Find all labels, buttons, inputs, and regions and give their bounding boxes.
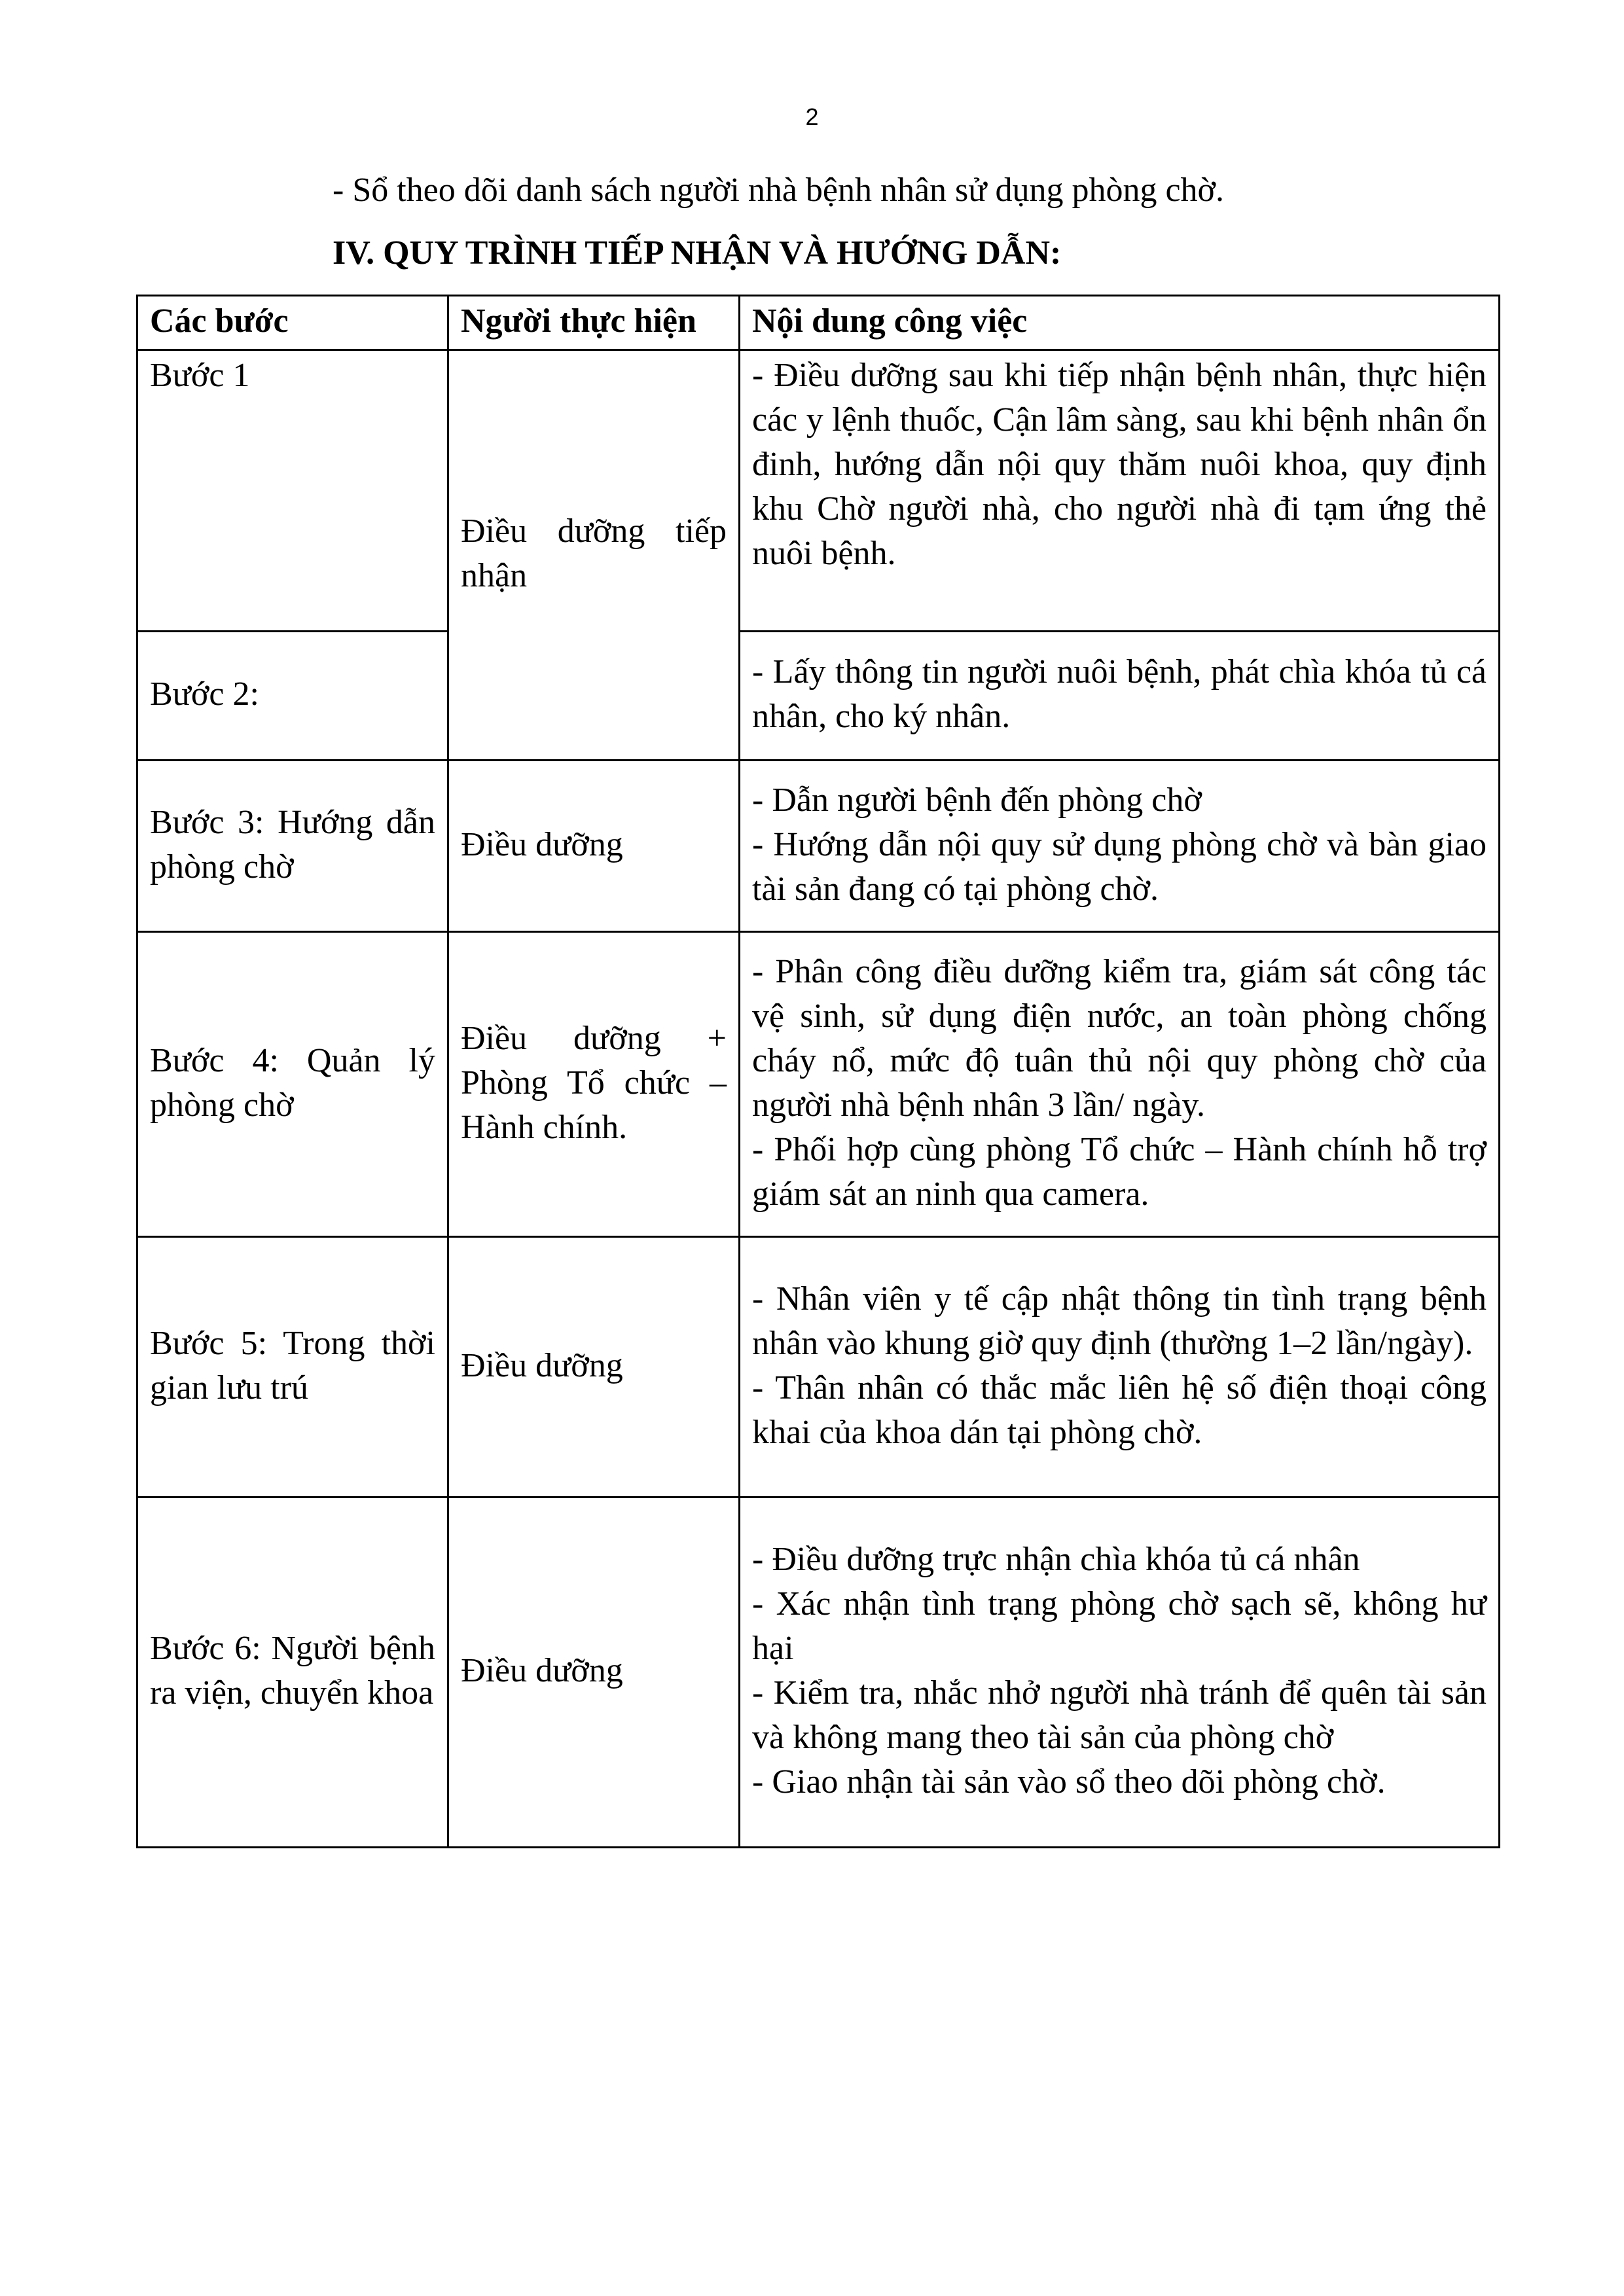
content-line: - Điều dưỡng sau khi tiếp nhận bệnh nhân, thực hiện các y lệnh thuốc, Cận lâm sàng, sau khi bệnh nhân ổn đinh, hướng dẫn nội quy thăm nuôi khoa, quy định khu Chờ người nhà, cho người nhà đi tạm ứng thẻ nuôi bệnh. [752,357,1487,572]
table-row [137,1237,1500,1498]
step-cell: Bước 3: Hướng dẫn phòng chờ [137,761,448,932]
header-steps: Các bước [137,296,448,350]
page-number: 2 [805,103,819,130]
procedure-table [136,295,1500,1848]
performer-cell: Điều dưỡng [448,761,740,932]
header-performer: Người thực hiện [448,296,740,350]
content-line: - Điều dưỡng trực nhận chìa khóa tủ cá nhân [752,1541,1360,1578]
table-row [137,932,1500,1237]
content-line: - Kiểm tra, nhắc nhở người nhà tránh để quên tài sản và không mang theo tài sản của phòng chờ [752,1674,1487,1756]
content-line: - Dẫn người bệnh đến phòng chờ [752,781,1202,819]
performer-cell: Điều dưỡng [448,1237,740,1498]
table-row [137,1498,1500,1848]
content-line: - Giao nhận tài sản vào sổ theo dõi phòng chờ. [752,1763,1386,1801]
content-cell [740,632,1500,761]
content-line: - Xác nhận tình trạng phòng chờ sạch sẽ, không hư hại [752,1585,1487,1667]
content-line: - Nhân viên y tế cập nhật thông tin tình trạng bệnh nhân vào khung giờ quy định (thường 1–2 lần/ngày). [752,1280,1487,1362]
content-line: - Lấy thông tin người nuôi bệnh, phát chìa khóa tủ cá nhân, cho ký nhân. [752,653,1487,735]
content-cell [740,350,1500,632]
content-line: - Hướng dẫn nội quy sử dụng phòng chờ và bàn giao tài sản đang có tại phòng chờ. [752,825,1487,908]
content-line: - Phân công điều dưỡng kiểm tra, giám sát công tác vệ sinh, sử dụng điện nước, an toàn phòng chống cháy nổ, mức độ tuân thủ nội quy phòng chờ của người nhà bệnh nhân 3 lần/ ngày. [752,952,1487,1124]
step-cell: Bước 6: Người bệnh ra viện, chuyển khoa [137,1498,448,1848]
header-content: Nội dung công việc [740,296,1500,350]
performer-cell: Điều dưỡng tiếp nhận [448,350,740,761]
content-line: - Thân nhân có thắc mắc liên hệ số điện thoại công khai của khoa dán tại phòng chờ. [752,1369,1487,1451]
table-header-row [137,296,1500,350]
table-row [137,350,1500,632]
content-cell [740,761,1500,932]
table-row [137,761,1500,932]
content-cell [740,1237,1500,1498]
step-cell: Bước 1 [137,350,448,632]
performer-cell: Điều dưỡng [448,1498,740,1848]
section-heading: IV. QUY TRÌNH TIẾP NHẬN VÀ HƯỚNG DẪN: [333,234,1062,272]
performer-cell: Điều dưỡng + Phòng Tổ chức – Hành chính. [448,932,740,1237]
step-cell: Bước 2: [137,632,448,761]
intro-line: - Sổ theo dõi danh sách người nhà bệnh nhân sử dụng phòng chờ. [333,171,1225,209]
step-cell: Bước 4: Quản lý phòng chờ [137,932,448,1237]
content-cell [740,1498,1500,1848]
step-cell: Bước 5: Trong thời gian lưu trú [137,1237,448,1498]
table-row [137,632,1500,761]
content-line: - Phối hợp cùng phòng Tổ chức – Hành chính hỗ trợ giám sát an ninh qua camera. [752,1130,1487,1213]
content-cell [740,932,1500,1237]
